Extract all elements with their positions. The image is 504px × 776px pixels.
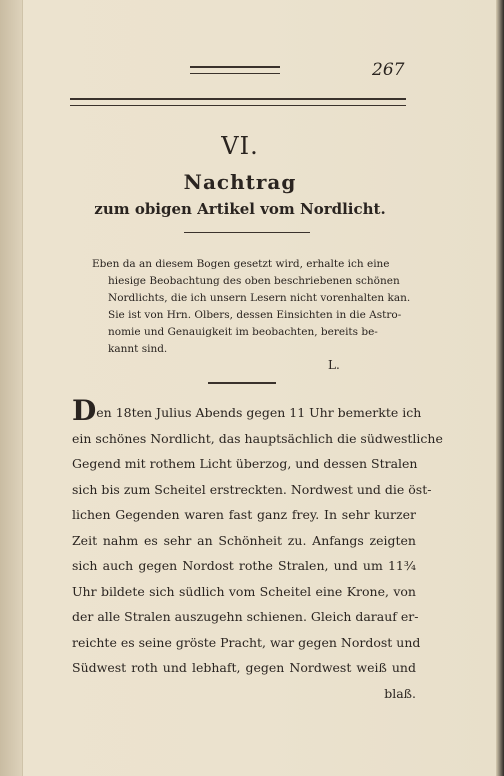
note-line: Nordlichts, die ich unsern Lesern nicht vorenhalten kan. bbox=[108, 292, 411, 304]
body-line: sich auch gegen Nordost rothe Stralen, und um 11¾ bbox=[72, 558, 416, 573]
body-line: Gegend mit rothem Licht überzog, und dessen Stralen bbox=[72, 456, 418, 471]
drop-cap: D bbox=[72, 394, 97, 427]
header-ornament-rule bbox=[190, 66, 280, 74]
body-line: Uhr bildete sich südlich vom Scheitel eine Krone, von bbox=[72, 583, 416, 599]
body-line: reichte es seine gröste Pracht, war gegen Nordost und bbox=[72, 634, 421, 650]
body-line: lichen Gegenden waren fast ganz frey. In sehr kurzer bbox=[72, 507, 416, 522]
page-number: 267 bbox=[372, 60, 405, 80]
note-line: Sie ist von Hrn. Olbers, dessen Einsichten in die Astro- bbox=[108, 309, 402, 321]
section-divider bbox=[208, 382, 276, 384]
article-body bbox=[72, 394, 443, 706]
page-edge bbox=[496, 0, 504, 776]
editor-note bbox=[92, 256, 410, 358]
header-rule bbox=[70, 98, 406, 106]
note-line: hiesige Beobachtung des oben beschriebenen schönen bbox=[108, 275, 400, 287]
section-number: VI. bbox=[221, 132, 259, 160]
article-title: Nachtrag bbox=[183, 170, 297, 194]
body-line: ein schönes Nordlicht, das hauptsächlich die südwestliche bbox=[72, 430, 443, 446]
note-line: kannt sind. bbox=[108, 343, 168, 355]
body-line: Südwest roth und lebhaft, gegen Nordwest weiß und bbox=[72, 660, 416, 675]
body-line: Zeit nahm es sehr an Schönheit zu. Anfangs zeigten bbox=[72, 532, 416, 548]
body-line bbox=[72, 394, 422, 427]
article-subtitle: zum obigen Artikel vom Nordlicht. bbox=[94, 200, 386, 218]
body-line-text: en 18ten Julius Abends gegen 11 Uhr bemerkte ich bbox=[96, 405, 422, 420]
body-line: der alle Stralen auszugehn schienen. Gleich darauf er- bbox=[72, 609, 419, 624]
note-signature: L. bbox=[328, 358, 340, 372]
page-gutter bbox=[0, 0, 23, 776]
title-divider bbox=[184, 232, 310, 233]
note-line: Eben da an diesem Bogen gesetzt wird, erhalte ich eine bbox=[92, 258, 390, 270]
body-line: sich bis zum Scheitel erstreckten. Nordwest und die öst- bbox=[72, 481, 432, 497]
body-line: blaß. bbox=[384, 685, 416, 701]
note-line: nomie und Genauigkeit im beobachten, bereits be- bbox=[108, 326, 378, 338]
